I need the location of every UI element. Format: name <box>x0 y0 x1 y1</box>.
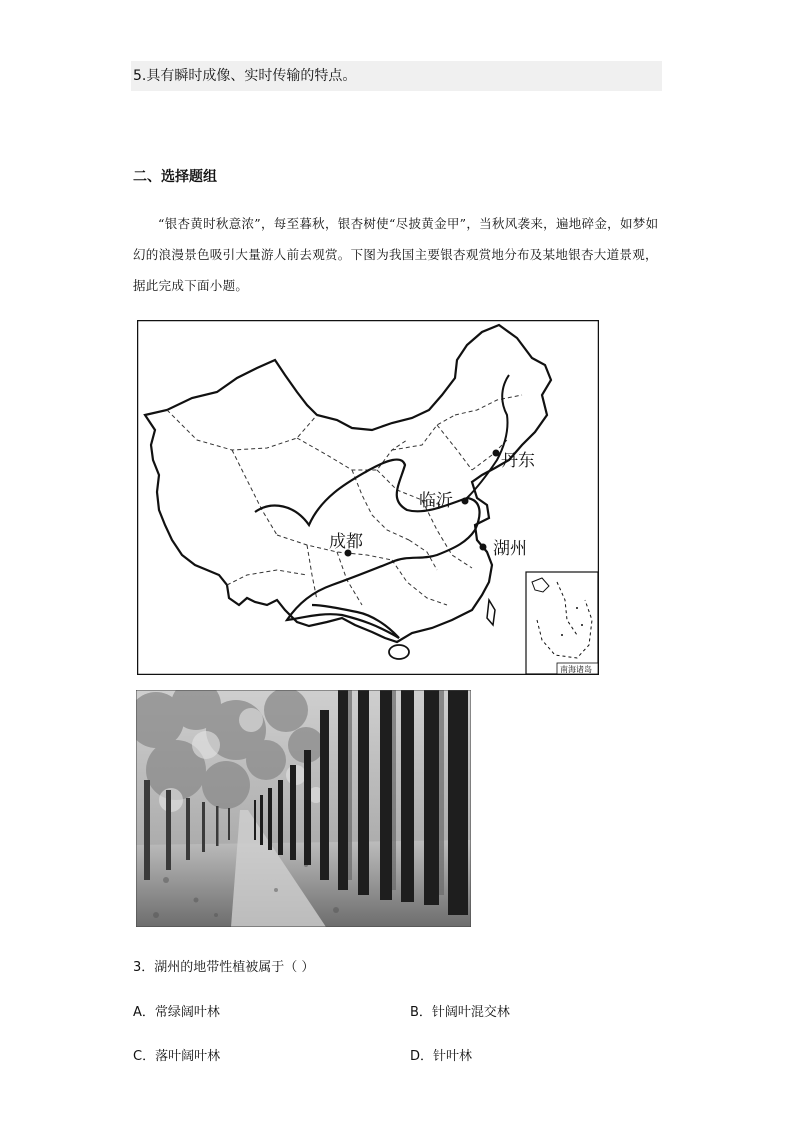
ginkgo-avenue-photo <box>136 690 471 927</box>
option-a[interactable]: A．常绿阔叶林 <box>133 1005 220 1020</box>
option-d[interactable]: D．针叶林 <box>410 1049 473 1064</box>
ginkgo-distribution-map <box>137 320 599 675</box>
section-title: 二、选择题组 <box>133 169 217 185</box>
south-china-sea-inset <box>526 572 598 674</box>
passage-text: “银杏黄时秋意浓”，每至暮秋，银杏树使“尽披黄金甲”，当秋风袭来，遍地碎金，如梦如幻的浪漫景色吸引大量游人前去观赏。下图为我国主要银杏观赏地分布及某地银杏大道景观，据此完成下面小题。 <box>133 216 659 293</box>
previous-item-text: 5.具有瞬时成像、实时传输的特点。 <box>133 68 357 84</box>
city-label-huzhou: 湖州 <box>493 539 527 559</box>
dandong-dot <box>493 450 500 457</box>
huzhou-dot <box>480 544 487 551</box>
linyi-dot <box>462 498 469 505</box>
city-label-dandong: 丹东 <box>501 451 535 471</box>
option-b[interactable]: B．针阔叶混交林 <box>410 1005 510 1020</box>
option-c[interactable]: C．落叶阔叶林 <box>133 1049 221 1064</box>
inset-label-south-china-sea: 南海诸岛 <box>560 665 592 674</box>
city-label-chengdu: 成都 <box>329 532 363 552</box>
photo-svg <box>136 690 471 927</box>
city-label-linyi: 临沂 <box>419 491 453 511</box>
question-stem: 3．湖州的地带性植被属于（ ） <box>133 960 315 975</box>
previous-item-line <box>131 61 662 91</box>
map-svg <box>137 320 599 675</box>
